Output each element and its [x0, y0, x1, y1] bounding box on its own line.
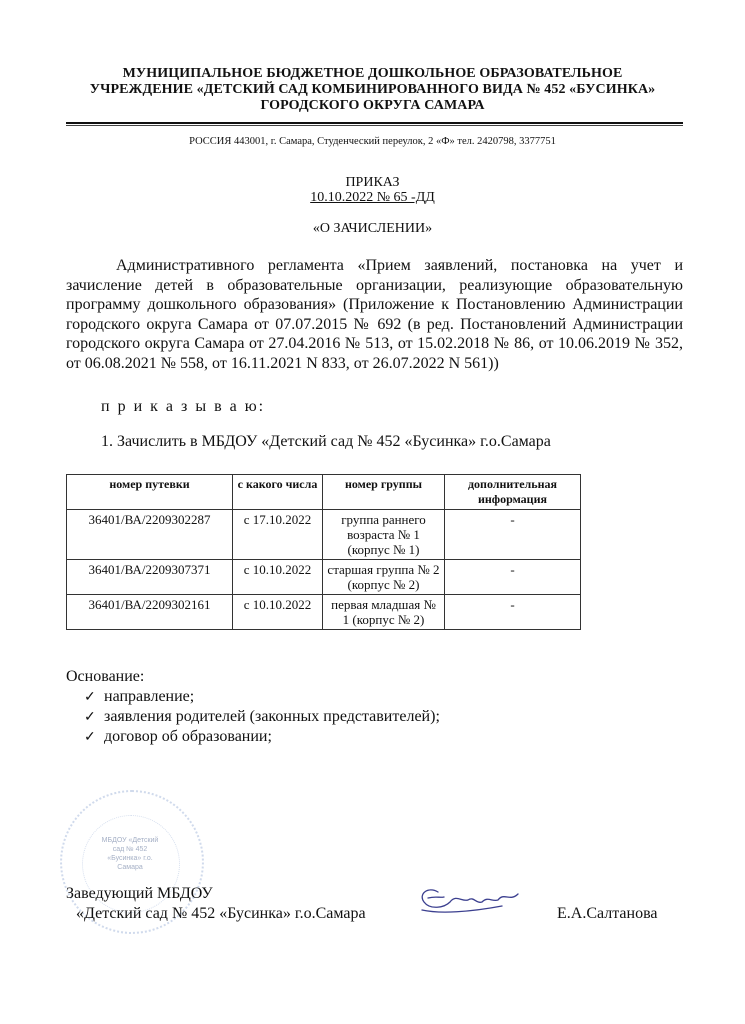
basis-item-label: договор об образовании; — [104, 728, 272, 745]
col-header-voucher: номер путевки — [67, 475, 233, 510]
handwritten-signature — [410, 880, 530, 920]
cell-group: первая младшая № 1 (корпус № 2) — [323, 595, 445, 630]
col-header-group: номер группы — [323, 475, 445, 510]
table-row — [67, 510, 581, 560]
col-header-start-date: с какого числа — [233, 475, 323, 510]
cell-additional-info: - — [445, 595, 581, 630]
cell-voucher: 36401/ВА/2209302287 — [67, 510, 233, 560]
signatory-position-line2: «Детский сад № 452 «Бусинка» г.о.Самара — [76, 905, 366, 922]
signatory-name: Е.А.Салтанова — [557, 905, 658, 922]
checkmark-icon: ✓ — [84, 730, 96, 745]
order-subject: «О ЗАЧИСЛЕНИИ» — [312, 221, 433, 236]
basis-title: Основание: — [66, 668, 145, 685]
cell-additional-info: - — [445, 560, 581, 595]
org-name-line2: УЧРЕЖДЕНИЕ «ДЕТСКИЙ САД КОМБИНИРОВАННОГО ВИДА № 452 «БУСИНКА» — [89, 82, 656, 97]
order-preamble: Административного регламента «Прием заявлений, постановка на учет и зачисление детей в образовательные организации, реализующие образовательную программу дошкольного образования» (Приложение к Постановлению Администрации городского округа Самара от 07.07.2015 № 692 (в ред. Постановлений Администрации городского округа Самара от 27.04.2016 № 513, от 15.02.2018 № 86, от 10.06.2019 № 352, от 06.08.2021 № 558, от 16.11.2021 N 833, от 26.07.2022 N 561)) — [66, 257, 683, 372]
order-item-1: 1. Зачислить в МБДОУ «Детский сад № 452 «Бусинка» г.о.Самара — [101, 433, 551, 450]
list-item — [84, 707, 440, 727]
basis-list — [84, 687, 440, 747]
org-name-line3: ГОРОДСКОГО ОКРУГА САМАРА — [260, 98, 485, 113]
stamp-text: МБДОУ «Детский сад № 452 «Бусинка» г.о. Самара — [101, 837, 159, 871]
order-date-number-text: 10.10.2022 № 65 -ДД — [310, 190, 435, 205]
list-item — [84, 727, 440, 747]
header-divider-thick — [66, 122, 683, 124]
cell-voucher: 36401/ВА/2209302161 — [67, 595, 233, 630]
order-title: ПРИКАЗ — [345, 175, 400, 190]
order-date-number — [0, 190, 745, 206]
header-divider-thin — [66, 125, 683, 126]
list-item — [84, 687, 440, 707]
org-address: РОССИЯ 443001, г. Самара, Студенческий переулок, 2 «Ф» тел. 2420798, 3377751 — [189, 136, 556, 147]
cell-start-date: с 10.10.2022 — [233, 595, 323, 630]
checkmark-icon: ✓ — [84, 690, 96, 705]
cell-voucher: 36401/ВА/2209307371 — [67, 560, 233, 595]
table-header-row — [67, 475, 581, 510]
order-command: п р и к а з ы в а ю: — [101, 398, 266, 415]
cell-additional-info: - — [445, 510, 581, 560]
org-name-line1: МУНИЦИПАЛЬНОЕ БЮДЖЕТНОЕ ДОШКОЛЬНОЕ ОБРАЗОВАТЕЛЬНОЕ — [122, 66, 623, 81]
table-row — [67, 560, 581, 595]
basis-item-label: направление; — [104, 688, 195, 705]
table-row — [67, 595, 581, 630]
organization-header — [60, 66, 685, 114]
checkmark-icon: ✓ — [84, 710, 96, 725]
col-header-additional-info: дополнительная информация — [445, 475, 581, 510]
cell-start-date: с 10.10.2022 — [233, 560, 323, 595]
signatory-position-line1: Заведующий МБДОУ — [66, 885, 213, 902]
enrollment-table — [66, 474, 581, 630]
cell-group: старшая группа № 2 (корпус № 2) — [323, 560, 445, 595]
basis-item-label: заявления родителей (законных представителей); — [104, 708, 440, 725]
cell-start-date: с 17.10.2022 — [233, 510, 323, 560]
cell-group: группа раннего возраста № 1 (корпус № 1) — [323, 510, 445, 560]
